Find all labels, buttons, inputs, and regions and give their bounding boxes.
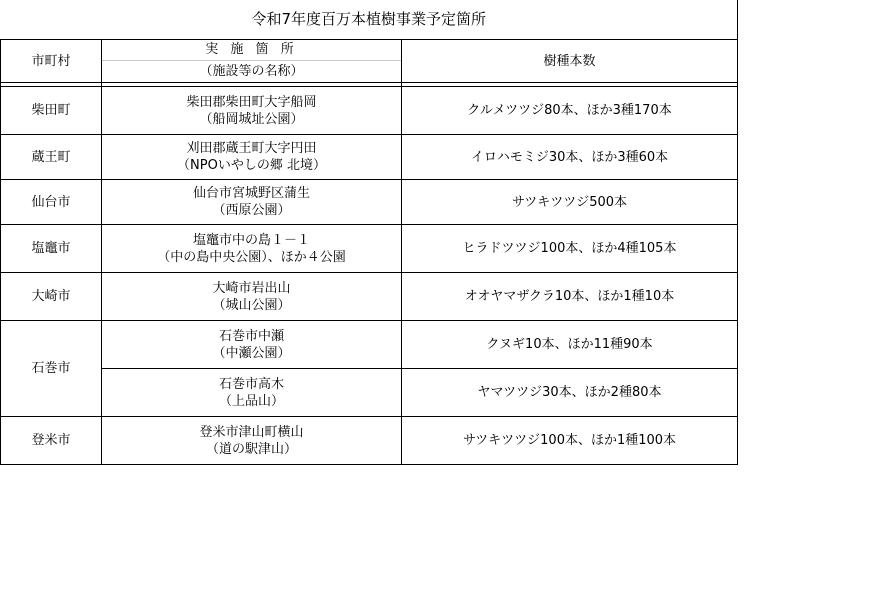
- location-cell: [102, 180, 402, 225]
- header-location-top: 実 施 箇 所: [102, 40, 401, 61]
- municipality-cell: 仙台市: [1, 180, 102, 225]
- location-address: 柴田郡柴田町大字船岡: [186, 94, 317, 110]
- species-cell: サツキツツジ500本: [402, 180, 738, 225]
- location-cell: [102, 87, 402, 135]
- location-facility: （船岡城址公園）: [199, 111, 304, 127]
- location-address: 刈田郡蔵王町大字円田: [186, 141, 317, 156]
- location-cell: [102, 369, 402, 417]
- municipality-cell: 蔵王町: [1, 135, 102, 180]
- species-cell: ヒラドツツジ100本、ほか4種105本: [402, 225, 738, 273]
- municipality-cell: 大崎市: [1, 273, 102, 321]
- location-cell: [102, 417, 402, 465]
- location-address: 登米市津山町横山: [199, 424, 304, 440]
- location-address: 仙台市宮城野区蒲生: [192, 186, 310, 201]
- header-species: 樹種本数: [402, 40, 738, 83]
- municipality-cell: 石巻市: [1, 321, 102, 417]
- table-row: [1, 273, 738, 321]
- location-facility: （NPOいやしの郷 北境）: [177, 158, 326, 173]
- municipality-cell: 塩竈市: [1, 225, 102, 273]
- table-row: [1, 135, 738, 180]
- species-cell: オオヤマザクラ10本、ほか1種10本: [402, 273, 738, 321]
- location-cell: [102, 321, 402, 369]
- species-cell: クヌギ10本、ほか11種90本: [402, 321, 738, 369]
- table-row: [1, 87, 738, 135]
- location-cell: [102, 273, 402, 321]
- table-row: [1, 180, 738, 225]
- header-location-bottom: （施設等の名称）: [199, 64, 304, 79]
- table-row: [1, 225, 738, 273]
- location-facility: （上品山）: [218, 393, 284, 409]
- header-location: [102, 40, 402, 83]
- location-cell: [102, 225, 402, 273]
- species-cell: イロハモミジ30本、ほか3種60本: [402, 135, 738, 180]
- location-cell: [102, 135, 402, 180]
- location-address: 石巻市高木: [218, 376, 284, 392]
- header-municipality: 市町村: [1, 40, 102, 83]
- table-title: 令和7年度百万本植樹事業予定箇所: [1, 0, 738, 40]
- location-facility: （西原公園）: [212, 203, 291, 218]
- location-facility: （中瀬公園）: [212, 345, 291, 361]
- species-cell: サツキツツジ100本、ほか1種100本: [402, 417, 738, 465]
- location-facility: （城山公園）: [212, 297, 291, 313]
- table-row: [1, 369, 738, 417]
- location-address: 塩竈市中の島１－１: [192, 232, 310, 248]
- table-row: [1, 321, 738, 369]
- location-address: 石巻市中瀬: [218, 328, 284, 344]
- municipality-cell: 柴田町: [1, 87, 102, 135]
- location-facility: （中の島中央公園）、ほか４公園: [157, 249, 346, 265]
- municipality-cell: 登米市: [1, 417, 102, 465]
- location-facility: （道の駅津山）: [205, 441, 297, 457]
- location-address: 大崎市岩出山: [212, 280, 291, 296]
- species-cell: ヤマツツジ30本、ほか2種80本: [402, 369, 738, 417]
- table-row: [1, 417, 738, 465]
- species-cell: クルメツツジ80本、ほか3種170本: [402, 87, 738, 135]
